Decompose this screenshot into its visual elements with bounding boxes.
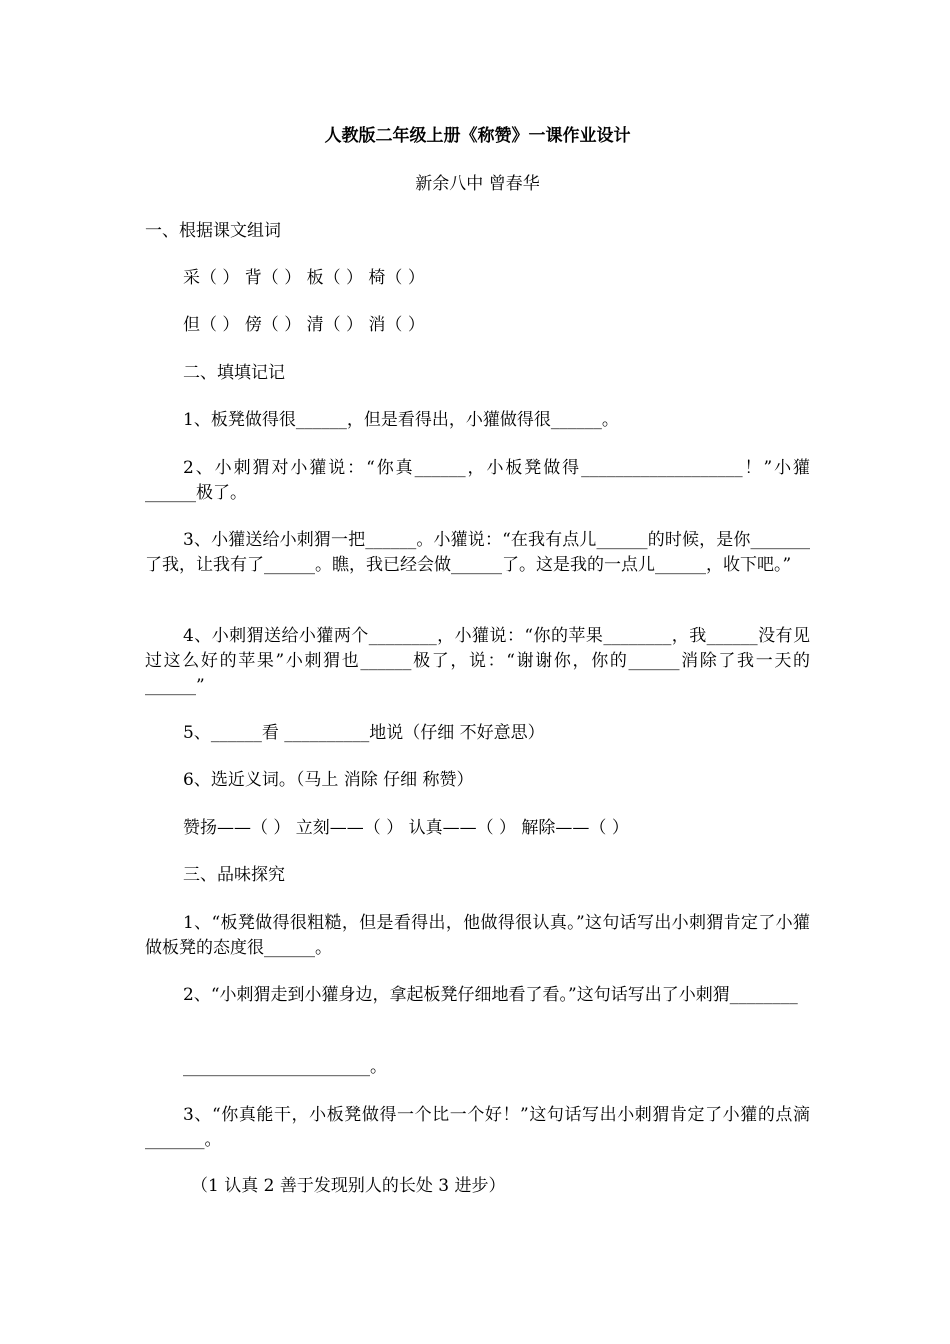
section3-q3: 3、“你真能干，小板凳做得一个比一个好！”这句话写出小刺猬肯定了小獾的点滴_______。: [145, 1105, 810, 1150]
section3-q2: 2、“小刺猬走到小獾身边，拿起板凳仔细地看了看。”这句话写出了小刺猬________: [183, 985, 798, 1005]
section1-row1: 采（ ） 背（ ） 板（ ） 椅（ ）: [183, 268, 425, 288]
section2-q5: 5、______看 __________地说（仔细 不好意思）: [183, 723, 545, 743]
section3-q1: 1、“板凳做得很粗糙，但是看得出，他做得很认真。”这句话写出小刺猬肯定了小獾做板凳的态度很______。: [145, 913, 810, 958]
section2-q4: 4、小刺猬送给小獾两个________，小獾说：“你的苹果________，我______没有见过这么好的苹果”小刺猬也______极了，说：“谢谢你，你的______消除了我一天的______”: [145, 626, 810, 696]
section1-heading: 一、根据课文组词: [145, 221, 281, 241]
document-author: 新余八中 曾春华: [415, 174, 540, 194]
section2-q6: 6、选近义词。（马上 消除 仔细 称赞）: [183, 770, 474, 790]
answer-hint: （1 认真 2 善于发现别人的长处 3 进步）: [191, 1176, 506, 1196]
section2-q1: 1、板凳做得很______，但是看得出，小獾做得很______。: [183, 410, 619, 430]
section2-q6-options: 赞扬——（ ） 立刻——（ ） 认真——（ ） 解除——（ ）: [183, 818, 629, 838]
section2-q3: 3、小獾送给小刺猬一把______。小獾说：“在我有点儿______的时候，是你_______了我，让我有了______。瞧，我已经会做______了。这是我的一点儿______，收下吧。”: [145, 530, 810, 575]
section1-row2: 但（ ） 傍（ ） 清（ ） 消（ ）: [183, 315, 425, 335]
section2-heading: 二、填填记记: [183, 363, 285, 383]
section3-q2-continued: ______________________。: [183, 1057, 387, 1077]
document-title: 人教版二年级上册《称赞》一课作业设计: [324, 126, 631, 146]
section3-heading: 三、品味探究: [183, 865, 285, 885]
section2-q2: 2、小刺猬对小獾说：“你真______，小板凳做得___________________！”小獾______极了。: [145, 458, 810, 503]
